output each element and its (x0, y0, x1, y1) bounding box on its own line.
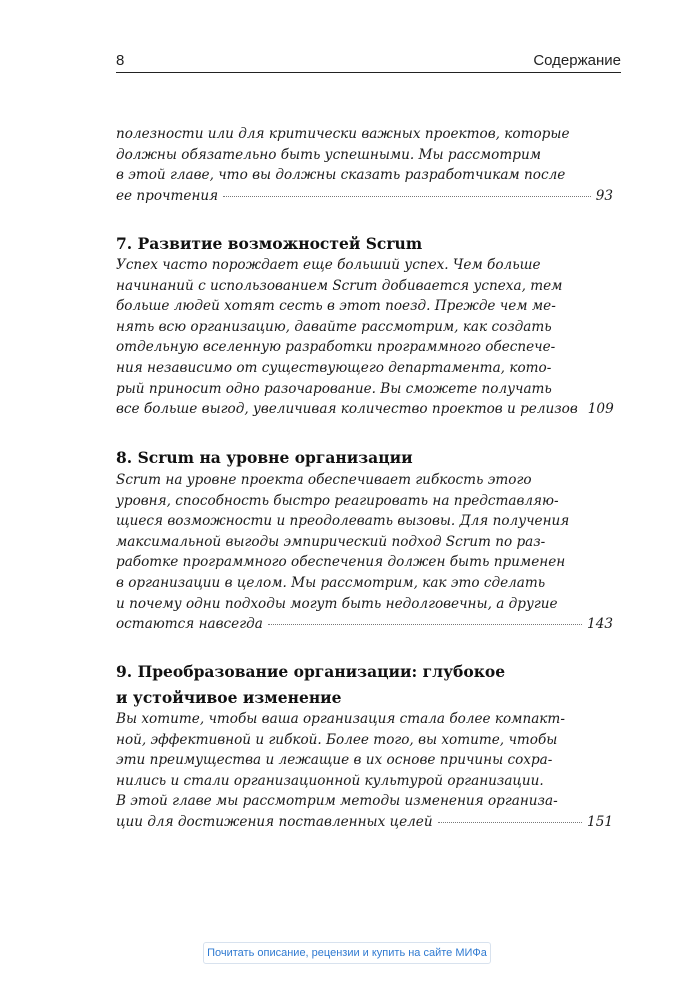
text-line: работке программного обеспечения должен быть применен (116, 554, 566, 571)
text-line: ния независимо от существующего департамента, кото- (116, 359, 552, 376)
text-line: должны обязательно быть успешными. Мы рассмотрим (116, 146, 541, 163)
text-line: в этой главе, что вы должны сказать разработчикам после (116, 167, 566, 184)
dot-leader (268, 624, 582, 625)
text-line: полезности или для критически важных проектов, которые (116, 126, 570, 142)
text-line: все больше выгод, увеличивая количество проектов и релизов (116, 401, 578, 418)
toc-page-number: 93 (595, 187, 613, 204)
text-line: больше людей хотят сесть в этот поезд. Прежде чем ме- (116, 298, 556, 315)
dot-leader (223, 196, 591, 197)
toc-last-line (116, 812, 621, 833)
toc-last-line (116, 399, 621, 420)
running-title: Содержание (533, 52, 621, 69)
text-line: ной, эффективной и гибкой. Более того, вы хотите, чтобы (116, 731, 558, 748)
running-header (116, 50, 621, 73)
text-line: ции для достижения поставленных целей (116, 813, 433, 830)
text-line: щиеся возможности и преодолевать вызовы. Для получения (116, 513, 570, 530)
text-line: рый приносит одно разочарование. Вы сможете получать (116, 380, 552, 397)
chapter-heading: 8. Scrum на уровне организации (116, 448, 413, 467)
chapter-heading (116, 660, 621, 709)
chapter-heading: 7. Развитие возможностей Scrum (116, 234, 423, 253)
toc-entry-description (116, 470, 621, 635)
text-line: Успех часто порождает еще больший успех. Чем больше (116, 257, 541, 273)
toc-page-number: 151 (587, 813, 613, 830)
text-line: начинаний с использованием Scrum добивается успеха, тем (116, 277, 563, 294)
text-line: В этой главе мы рассмотрим методы изменения организа- (116, 793, 558, 810)
text-line: уровня, способность быстро реагировать на представляю- (116, 492, 559, 509)
text-line: остаются навсегда (116, 616, 263, 633)
toc-entry-description (116, 255, 621, 420)
text-line: эти преимущества и лежащие в их основе причины сохра- (116, 752, 553, 769)
text-line: и почему одни подходы могут быть недолговечны, а другие (116, 595, 558, 612)
heading-line: 9. Преобразование организации: глубокое (116, 662, 506, 681)
heading-line: и устойчивое изменение (116, 688, 342, 707)
toc-entry-description (116, 124, 621, 206)
toc-entry-description (116, 709, 621, 833)
text-line: в организации в целом. Мы рассмотрим, как это сделать (116, 574, 546, 591)
text-line: нились и стали организационной культурой организации. (116, 772, 544, 789)
text-line: нять всю организацию, давайте рассмотрим, как создать (116, 318, 552, 335)
text-line: Scrum на уровне проекта обеспечивает гибкость этого (116, 472, 532, 488)
toc-page-number: 143 (587, 616, 613, 633)
dot-leader (438, 822, 582, 823)
text-line: Вы хотите, чтобы ваша организация стала более компакт- (116, 711, 565, 727)
page-number: 8 (116, 52, 125, 69)
text-line: максимальной выгоды эмпирический подход Scrum по раз- (116, 533, 546, 550)
text-line: отдельную вселенную разработки программного обеспече- (116, 339, 556, 356)
text-line: ее прочтения (116, 187, 219, 204)
toc-last-line (116, 614, 621, 635)
toc-last-line (116, 186, 621, 207)
buy-link-button[interactable]: Почитать описание, рецензии и купить на сайте МИФа (203, 942, 491, 964)
toc-page-number: 109 (587, 401, 614, 418)
